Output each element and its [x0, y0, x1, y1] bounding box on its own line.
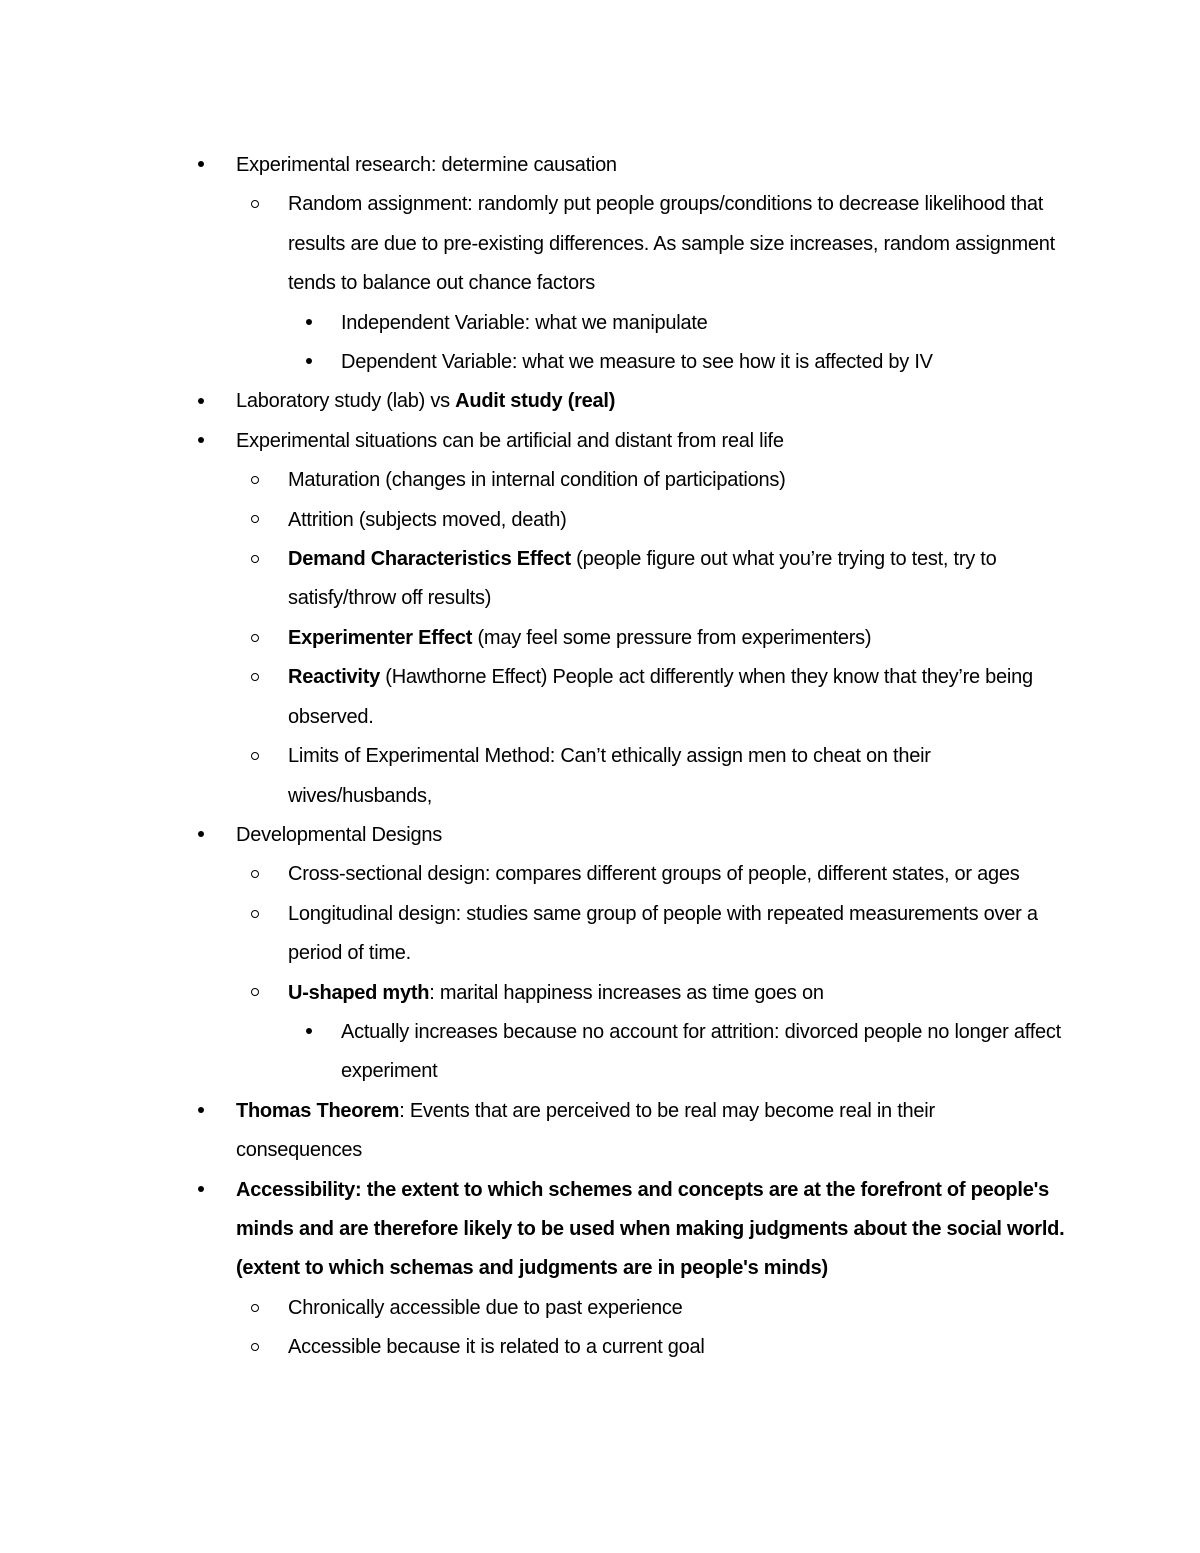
list-item-text: [341, 1021, 1061, 1082]
text-segment: Developmental Designs: [236, 823, 442, 846]
bold-term: Demand Characteristics Effect: [288, 548, 571, 571]
list-item-level-1: [0, 1092, 1066, 1171]
hollow-bullet-icon: [251, 540, 259, 579]
list-item-text: [236, 824, 442, 846]
text-segment: Attrition (subjects moved, death): [288, 508, 567, 531]
list-item-text: [341, 351, 933, 373]
hollow-bullet-icon: [251, 658, 259, 697]
list-item-level-1: [0, 1171, 1066, 1289]
hollow-bullet-icon: [251, 737, 259, 776]
bold-term: Experimenter Effect: [288, 626, 473, 649]
bullet-icon: [198, 146, 204, 185]
hollow-bullet-icon: [251, 1328, 259, 1367]
list-item-level-1: [0, 422, 1066, 461]
list-item-level-3: [0, 304, 1066, 343]
hollow-bullet-icon: [251, 185, 259, 224]
list-item-text: [236, 390, 615, 412]
text-segment: Accessible because it is related to a current goal: [288, 1336, 705, 1359]
list-item-level-2: [0, 974, 1066, 1013]
list-item-level-2: [0, 895, 1066, 974]
list-item-level-3: [0, 343, 1066, 382]
list-item-text: [236, 430, 784, 452]
list-item-text: [288, 982, 824, 1004]
bullet-icon: [198, 422, 204, 461]
list-item-level-1: [0, 816, 1066, 855]
bullet-icon: [198, 816, 204, 855]
bold-term: U-shaped myth: [288, 981, 430, 1004]
text-segment: : Events that are perceived to be real may become real in their consequences: [236, 1099, 935, 1162]
list-item-level-2: [0, 1328, 1066, 1367]
bold-term: Reactivity: [288, 666, 380, 689]
list-item-level-2: [0, 619, 1066, 658]
hollow-bullet-icon: [251, 974, 259, 1013]
list-item-text: [288, 863, 1020, 885]
text-segment: Independent Variable: what we manipulate: [341, 311, 708, 334]
list-item-text: [341, 312, 708, 334]
bold-term: Thomas Theorem: [236, 1099, 400, 1122]
bullet-icon: [198, 1171, 204, 1210]
bullet-icon: [306, 304, 312, 343]
list-item-level-2: [0, 185, 1066, 303]
hollow-bullet-icon: [251, 895, 259, 934]
bold-term: Accessibility: the extent to which schemes and concepts are at the forefront of people's minds and are therefore likely to be used when making judgments about the social world. (extent to which schemas and judgments are in people's minds): [236, 1178, 1065, 1280]
bold-term: Audit study (real): [455, 390, 616, 413]
list-item-level-2: [0, 540, 1066, 619]
text-segment: Cross-sectional design: compares different groups of people, different states, or ages: [288, 863, 1020, 886]
text-segment: Longitudinal design: studies same group of people with repeated measurements over a period of time.: [288, 902, 1038, 965]
text-segment: Maturation (changes in internal condition of participations): [288, 469, 786, 492]
list-item-text: [288, 1336, 705, 1358]
list-item-text: [288, 903, 1038, 964]
text-segment: Limits of Experimental Method: Can’t ethically assign men to cheat on their wives/husbands,: [288, 745, 931, 807]
bullet-icon: [306, 1013, 312, 1052]
list-item-text: [288, 745, 931, 806]
list-item-text: [288, 509, 567, 531]
bullet-icon: [306, 343, 312, 382]
text-segment: Actually increases because no account for attrition: divorced people no longer affect experiment: [341, 1020, 1061, 1083]
text-segment: (Hawthorne Effect) People act differently when they know that they’re being observed.: [288, 666, 1033, 728]
list-item-level-2: [0, 658, 1066, 737]
hollow-bullet-icon: [251, 619, 259, 658]
bullet-icon: [198, 382, 204, 421]
bullet-icon: [198, 1092, 204, 1131]
text-segment: Laboratory study (lab) vs: [236, 390, 456, 413]
text-segment: Chronically accessible due to past experience: [288, 1296, 683, 1319]
list-item-level-2: [0, 501, 1066, 540]
notes-list: [0, 146, 1200, 1368]
list-item-text: [288, 548, 996, 609]
list-item-level-2: [0, 855, 1066, 894]
list-item-text: [288, 469, 786, 491]
hollow-bullet-icon: [251, 461, 259, 500]
list-item-level-2: [0, 1289, 1066, 1328]
text-segment: Experimental situations can be artificial and distant from real life: [236, 429, 784, 452]
text-segment: : marital happiness increases as time goes on: [429, 981, 824, 1004]
list-item-text: [288, 627, 871, 649]
list-item-text: [288, 666, 1033, 727]
list-item-text: [288, 1297, 683, 1319]
text-segment: Experimental research: determine causation: [236, 154, 617, 176]
list-item-text: [288, 193, 1055, 294]
list-item-level-2: [0, 737, 1066, 816]
text-segment: (may feel some pressure from experimenters): [472, 626, 872, 649]
hollow-bullet-icon: [251, 1289, 259, 1328]
text-segment: Random assignment: randomly put people groups/conditions to decrease likelihood that results are due to pre-existing differences. As sample size increases, random assignment tends to balance out chance factors: [288, 193, 1055, 295]
list-item-level-1: [0, 146, 1066, 185]
list-item-text: [236, 154, 617, 176]
list-item-text: [236, 1100, 935, 1161]
text-segment: Dependent Variable: what we measure to see how it is affected by IV: [341, 351, 933, 374]
list-item-level-1: [0, 382, 1066, 421]
list-item-level-3: [0, 1013, 1066, 1092]
hollow-bullet-icon: [251, 501, 259, 540]
hollow-bullet-icon: [251, 855, 259, 894]
text-segment: (people figure out what you’re trying to test, try to satisfy/throw off results): [288, 548, 997, 610]
list-item-level-2: [0, 461, 1066, 500]
list-item-text: [236, 1179, 1064, 1280]
